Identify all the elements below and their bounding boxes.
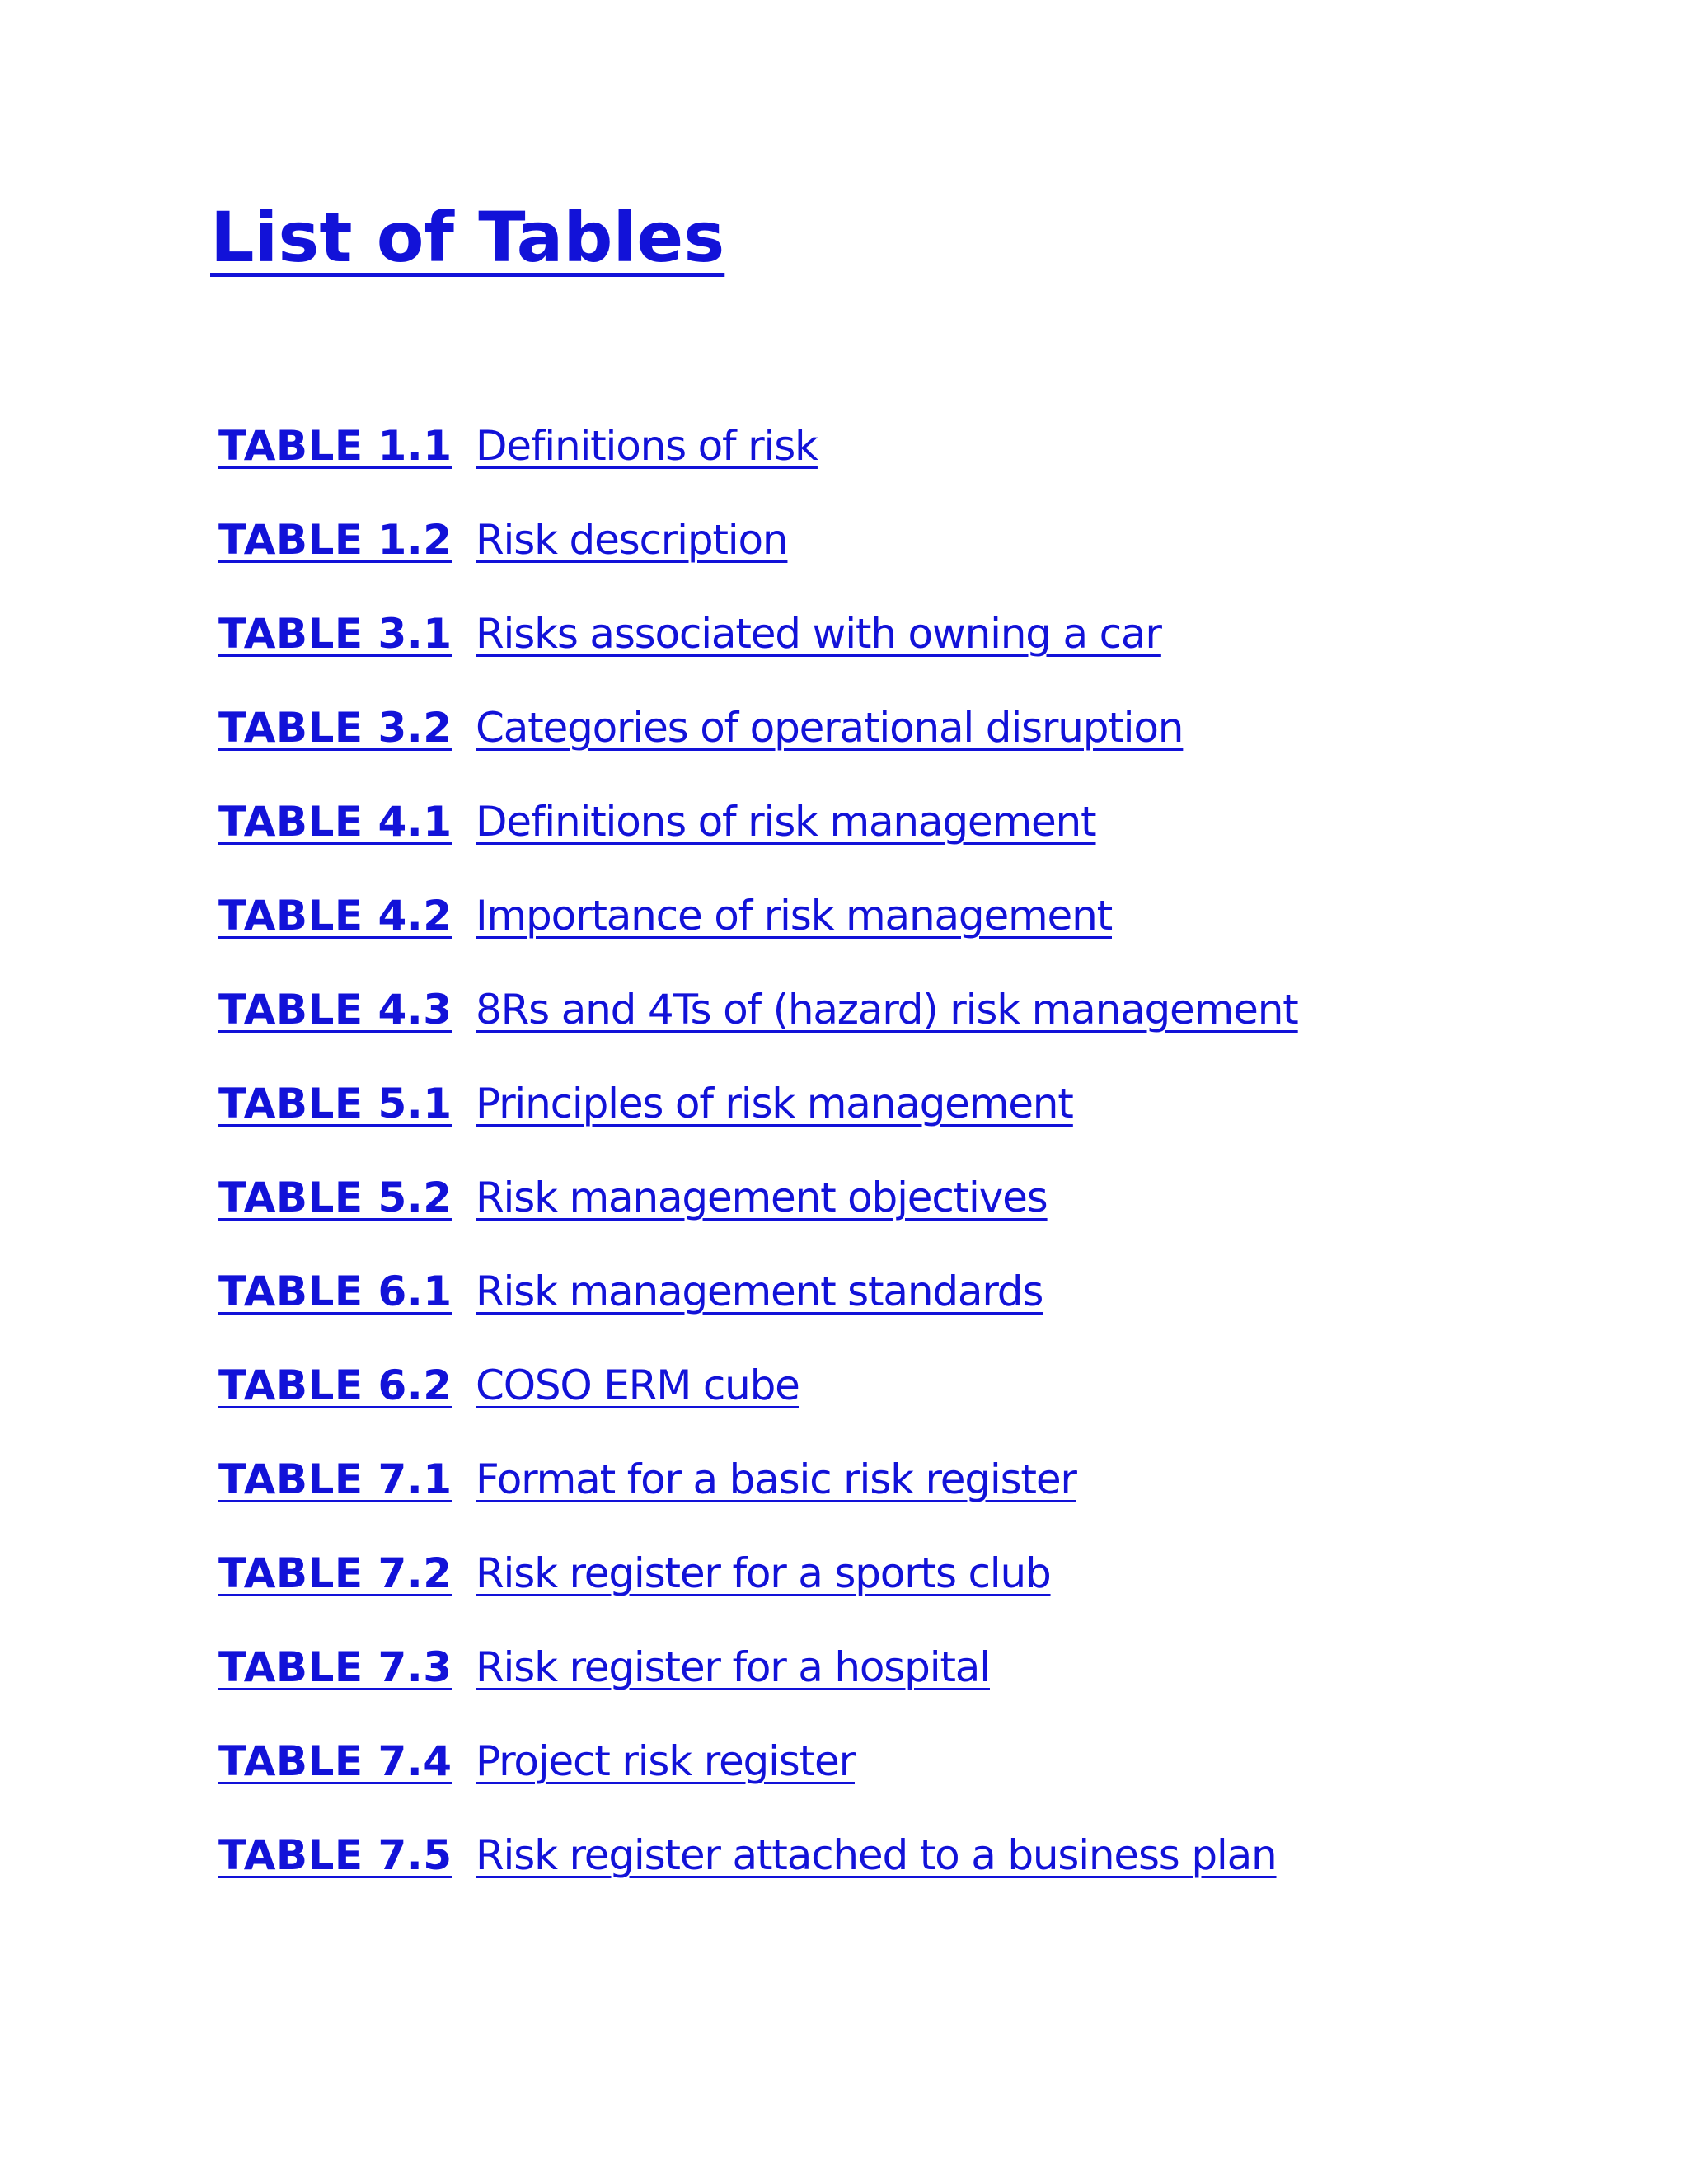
toc-entry-title: Risk register attached to a business plan	[476, 1831, 1277, 1879]
toc-entry-table-1-1[interactable]	[218, 417, 1298, 511]
toc-entry-number: TABLE 3.1	[218, 610, 452, 658]
toc-entry-table-7-4[interactable]	[218, 1732, 1298, 1826]
toc-entry-table-5-2[interactable]	[218, 1169, 1298, 1263]
toc-entry-title: Categories of operational disruption	[476, 704, 1184, 752]
toc-entry-table-3-2[interactable]	[218, 699, 1298, 793]
toc-entry-title: Principles of risk management	[476, 1080, 1073, 1127]
toc-entry-table-1-2[interactable]	[218, 511, 1298, 605]
toc-entry-title: Definitions of risk management	[476, 798, 1096, 846]
list-of-tables	[218, 417, 1298, 1920]
toc-entry-title: Project risk register	[476, 1737, 855, 1785]
toc-entry-number: TABLE 5.1	[218, 1080, 452, 1127]
toc-entry-number: TABLE 1.1	[218, 422, 452, 470]
toc-entry-title: Risk register for a sports club	[476, 1549, 1051, 1597]
toc-entry-number: TABLE 4.2	[218, 892, 452, 940]
toc-entry-number: TABLE 1.2	[218, 516, 452, 564]
toc-entry-title: Risk register for a hospital	[476, 1643, 990, 1691]
page-title-link[interactable]: List of Tables	[210, 197, 725, 278]
toc-entry-table-7-1[interactable]	[218, 1451, 1298, 1544]
toc-entry-table-7-5[interactable]	[218, 1826, 1298, 1920]
toc-entry-table-7-2[interactable]	[218, 1544, 1298, 1638]
toc-entry-title: Risk management standards	[476, 1268, 1043, 1315]
toc-entry-number: TABLE 7.1	[218, 1455, 452, 1503]
toc-entry-number: TABLE 4.1	[218, 798, 452, 846]
toc-entry-table-6-1[interactable]	[218, 1263, 1298, 1357]
toc-entry-table-3-1[interactable]	[218, 605, 1298, 699]
toc-entry-table-5-1[interactable]	[218, 1075, 1298, 1169]
toc-entry-number: TABLE 3.2	[218, 704, 452, 752]
toc-entry-title: Risk description	[476, 516, 788, 564]
toc-entry-table-4-3[interactable]	[218, 981, 1298, 1075]
toc-entry-table-4-2[interactable]	[218, 887, 1298, 981]
toc-entry-number: TABLE 4.3	[218, 986, 452, 1033]
toc-entry-number: TABLE 7.4	[218, 1737, 452, 1785]
toc-entry-number: TABLE 5.2	[218, 1174, 452, 1221]
toc-entry-title: COSO ERM cube	[476, 1361, 799, 1409]
toc-entry-number: TABLE 6.1	[218, 1268, 452, 1315]
toc-entry-title: 8Rs and 4Ts of (hazard) risk management	[476, 986, 1298, 1033]
toc-entry-number: TABLE 7.5	[218, 1831, 452, 1879]
toc-entry-table-6-2[interactable]	[218, 1357, 1298, 1451]
toc-entry-title: Format for a basic risk register	[476, 1455, 1076, 1503]
toc-entry-number: TABLE 6.2	[218, 1361, 452, 1409]
toc-entry-number: TABLE 7.2	[218, 1549, 452, 1597]
toc-entry-title: Risks associated with owning a car	[476, 610, 1161, 658]
toc-entry-table-7-3[interactable]	[218, 1638, 1298, 1732]
toc-entry-number: TABLE 7.3	[218, 1643, 452, 1691]
toc-entry-title: Risk management objectives	[476, 1174, 1048, 1221]
toc-entry-table-4-1[interactable]	[218, 793, 1298, 887]
toc-entry-title: Importance of risk management	[476, 892, 1112, 940]
toc-entry-title: Definitions of risk	[476, 422, 818, 470]
